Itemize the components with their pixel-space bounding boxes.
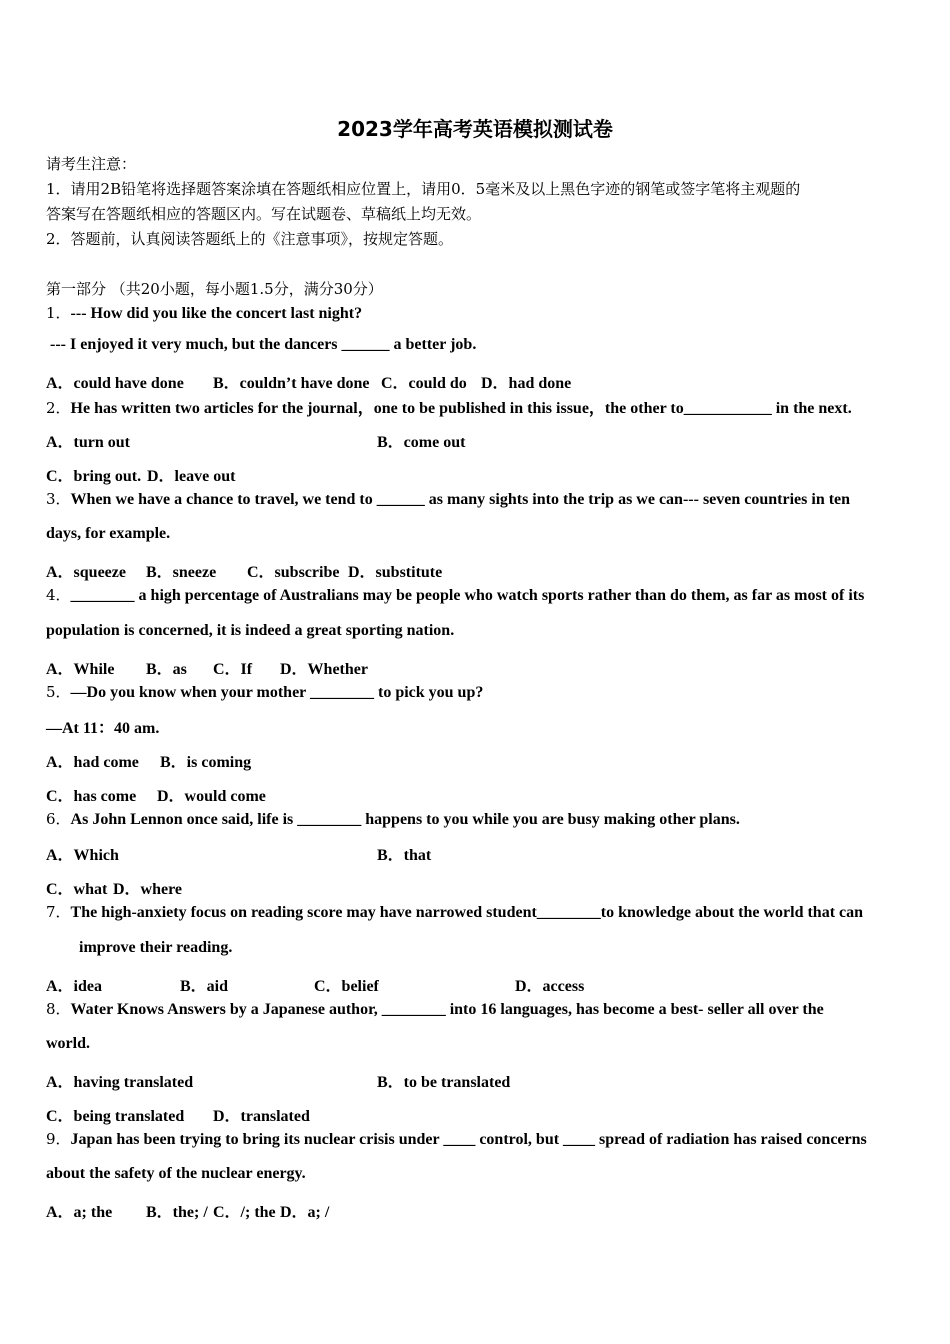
q5-option-b: B．is coming — [160, 754, 252, 771]
q1-option-c: C．could do — [381, 375, 467, 392]
notice-line-1a: 1．请用2B铅笔将选择题答案涂填在答题纸相应位置上，请用0．5毫米及以上黑色字迹的钢笔或签字笔将主观题的 — [46, 180, 801, 198]
q8-option-a: A．having translated — [46, 1074, 194, 1091]
q9-option-d: D．a; / — [280, 1204, 330, 1221]
question-5: 5．—Do you know when your mother ________ to pick you up? — [46, 683, 484, 701]
q4-option-a: A．While — [46, 661, 115, 678]
notice-line-1b: 答案写在答题纸相应的答题区内。写在试题卷、草稿纸上均无效。 — [46, 205, 482, 223]
q2-option-b: B．come out — [377, 434, 466, 451]
question-9: 9．Japan has been trying to bring its nuclear crisis under ____ control, but ____ spread of radiation has raised concerns — [46, 1130, 867, 1148]
q3-option-a: A．squeeze — [46, 564, 126, 581]
q8-option-d: D．translated — [213, 1108, 310, 1125]
q7-option-a: A．idea — [46, 978, 103, 995]
page-title: 2023学年高考英语模拟测试卷 — [337, 117, 613, 141]
q3-option-d: D．substitute — [348, 564, 443, 581]
q5-option-c: C．has come — [46, 788, 137, 805]
question-8: 8．Water Knows Answers by a Japanese author, ________ into 16 languages, has become a best- seller all over the — [46, 1000, 824, 1018]
q6-option-a: A．Which — [46, 847, 119, 864]
notice-line-2: 2．答题前，认真阅读答题纸上的《注意事项》，按规定答题。 — [46, 230, 454, 248]
question-3: 3．When we have a chance to travel, we tend to ______ as many sights into the trip as we can--- seven countries in ten — [46, 490, 851, 508]
q5-option-a: A．had come — [46, 754, 139, 771]
q9-option-a: A．a; the — [46, 1204, 113, 1221]
q9-option-c: C．/; the — [213, 1204, 276, 1221]
q1-option-b: B．couldn’t have done — [213, 375, 370, 392]
question-5-line-2: —At 11：40 am. — [46, 720, 160, 737]
q6-option-b: B．that — [377, 847, 432, 864]
question-1-line-2: --- I enjoyed it very much, but the dancers ______ a better job. — [46, 336, 477, 353]
q7-option-c: C．belief — [314, 978, 379, 995]
question-3-line-2: days, for example. — [46, 525, 171, 542]
q1-option-d: D．had done — [481, 375, 572, 392]
q7-option-d: D．access — [515, 978, 585, 995]
q7-option-b: B．aid — [180, 978, 229, 995]
q5-option-d: D．would come — [157, 788, 266, 805]
question-1: 1．--- How did you like the concert last night? — [46, 304, 363, 322]
q2-option-c: C．bring out. — [46, 468, 142, 485]
question-2: 2．He has written two articles for the journal，one to be published in this issue，the other to___________ in the next. — [46, 399, 852, 417]
q9-option-b: B．the; / — [146, 1204, 208, 1221]
question-8-line-2: world. — [46, 1035, 90, 1052]
q2-option-a: A．turn out — [46, 434, 131, 451]
q1-option-a: A．could have done — [46, 375, 184, 392]
q4-option-b: B．as — [146, 661, 187, 678]
q4-option-d: D．Whether — [280, 661, 368, 678]
q4-option-c: C．If — [213, 661, 253, 678]
question-7-line-2: improve their reading. — [79, 939, 233, 956]
q6-option-d: D．where — [113, 881, 183, 898]
q3-option-b: B．sneeze — [146, 564, 217, 581]
question-4-line-2: population is concerned, it is indeed a great sporting nation. — [46, 622, 455, 639]
q3-option-c: C．subscribe — [247, 564, 340, 581]
question-9-line-2: about the safety of the nuclear energy. — [46, 1165, 306, 1182]
q8-option-b: B．to be translated — [377, 1074, 511, 1091]
question-4: 4．________ a high percentage of Australians may be people who watch sports rather than do them, as far as most of its — [46, 586, 865, 604]
question-6: 6．As John Lennon once said, life is ________ happens to you while you are busy making other plans. — [46, 810, 740, 828]
section-heading: 第一部分 （共20小题，每小题1.5分，满分30分） — [46, 280, 383, 298]
q6-option-c: C．what — [46, 881, 108, 898]
notice-heading: 请考生注意： — [46, 155, 137, 173]
q8-option-c: C．being translated — [46, 1108, 185, 1125]
q2-option-d: D．leave out — [147, 468, 236, 485]
question-7: 7．The high-anxiety focus on reading score may have narrowed student________to knowledge about the world that can — [46, 903, 864, 921]
